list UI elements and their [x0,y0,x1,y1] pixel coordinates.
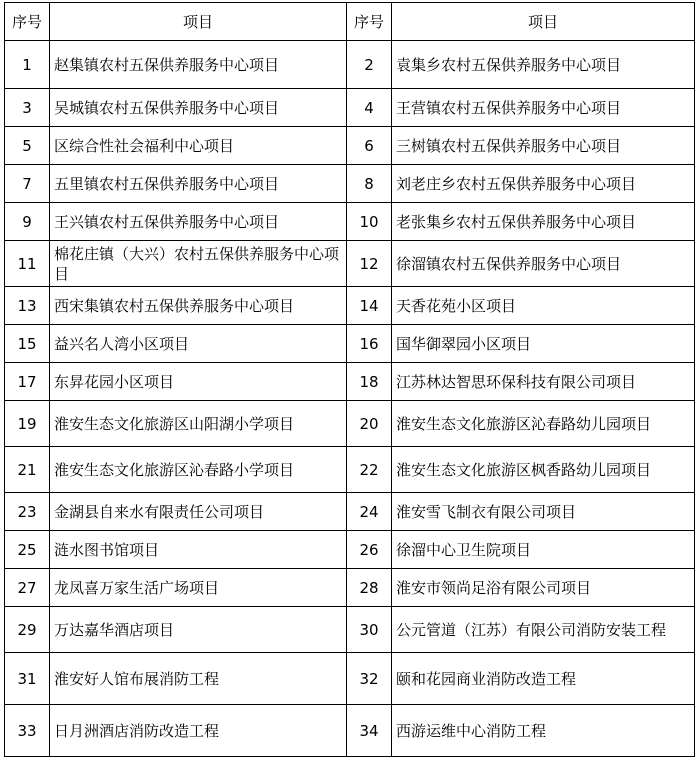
item-number: 32 [347,653,392,705]
item-name: 袁集乡农村五保供养服务中心项目 [392,41,695,89]
item-number: 20 [347,401,392,447]
item-number: 15 [5,325,50,363]
item-number: 6 [347,127,392,165]
item-name: 徐溜镇农村五保供养服务中心项目 [392,241,695,287]
item-name: 涟水图书馆项目 [50,531,347,569]
table-row [5,531,695,569]
item-number: 10 [347,203,392,241]
table-row [5,653,695,705]
item-number: 13 [5,287,50,325]
item-name: 淮安市领尚足浴有限公司项目 [392,569,695,607]
table-row [5,325,695,363]
item-name: 老张集乡农村五保供养服务中心项目 [392,203,695,241]
item-number: 28 [347,569,392,607]
item-name: 棉花庄镇（大兴）农村五保供养服务中心项目 [50,241,347,287]
item-number: 25 [5,531,50,569]
item-name: 西游运维中心消防工程 [392,705,695,757]
item-name: 王兴镇农村五保供养服务中心项目 [50,203,347,241]
item-number: 11 [5,241,50,287]
item-number: 19 [5,401,50,447]
item-number: 5 [5,127,50,165]
table-header-row [5,3,695,41]
table-row [5,287,695,325]
item-number: 33 [5,705,50,757]
item-number: 9 [5,203,50,241]
item-number: 18 [347,363,392,401]
table-row [5,401,695,447]
table-row [5,705,695,757]
item-number: 27 [5,569,50,607]
table-row [5,41,695,89]
item-name: 益兴名人湾小区项目 [50,325,347,363]
item-number: 8 [347,165,392,203]
item-name: 天香花苑小区项目 [392,287,695,325]
header-name-left: 项目 [50,3,347,41]
item-name: 万达嘉华酒店项目 [50,607,347,653]
item-name: 刘老庄乡农村五保供养服务中心项目 [392,165,695,203]
item-number: 34 [347,705,392,757]
table-row [5,447,695,493]
header-name-right: 项目 [392,3,695,41]
item-number: 14 [347,287,392,325]
item-name: 王营镇农村五保供养服务中心项目 [392,89,695,127]
table-row [5,127,695,165]
item-number: 12 [347,241,392,287]
item-name: 龙凤喜万家生活广场项目 [50,569,347,607]
table-row [5,89,695,127]
table-row [5,203,695,241]
item-number: 23 [5,493,50,531]
item-name: 国华御翠园小区项目 [392,325,695,363]
item-name: 颐和花园商业消防改造工程 [392,653,695,705]
item-name: 公元管道（江苏）有限公司消防安装工程 [392,607,695,653]
item-number: 22 [347,447,392,493]
item-number: 24 [347,493,392,531]
item-name: 西宋集镇农村五保供养服务中心项目 [50,287,347,325]
item-number: 26 [347,531,392,569]
table-body [5,41,695,757]
item-name: 三树镇农村五保供养服务中心项目 [392,127,695,165]
item-number: 1 [5,41,50,89]
item-name: 日月洲酒店消防改造工程 [50,705,347,757]
item-number: 4 [347,89,392,127]
item-name: 淮安生态文化旅游区山阳湖小学项目 [50,401,347,447]
item-number: 3 [5,89,50,127]
item-number: 21 [5,447,50,493]
table-row [5,241,695,287]
item-name: 金湖县自来水有限责任公司项目 [50,493,347,531]
item-number: 29 [5,607,50,653]
item-name: 淮安生态文化旅游区沁春路小学项目 [50,447,347,493]
header-no-left: 序号 [5,3,50,41]
item-name: 淮安生态文化旅游区沁春路幼儿园项目 [392,401,695,447]
item-number: 2 [347,41,392,89]
item-name: 东昇花园小区项目 [50,363,347,401]
table-row [5,607,695,653]
item-name: 淮安生态文化旅游区枫香路幼儿园项目 [392,447,695,493]
item-number: 17 [5,363,50,401]
table-row [5,363,695,401]
project-table [4,2,695,757]
item-name: 五里镇农村五保供养服务中心项目 [50,165,347,203]
item-number: 16 [347,325,392,363]
item-number: 7 [5,165,50,203]
item-name: 淮安雪飞制衣有限公司项目 [392,493,695,531]
item-name: 吴城镇农村五保供养服务中心项目 [50,89,347,127]
item-number: 31 [5,653,50,705]
item-name: 区综合性社会福利中心项目 [50,127,347,165]
item-name: 江苏林达智思环保科技有限公司项目 [392,363,695,401]
item-name: 淮安好人馆布展消防工程 [50,653,347,705]
table-row [5,493,695,531]
item-name: 徐溜中心卫生院项目 [392,531,695,569]
item-number: 30 [347,607,392,653]
header-no-right: 序号 [347,3,392,41]
table-row [5,569,695,607]
item-name: 赵集镇农村五保供养服务中心项目 [50,41,347,89]
table-row [5,165,695,203]
